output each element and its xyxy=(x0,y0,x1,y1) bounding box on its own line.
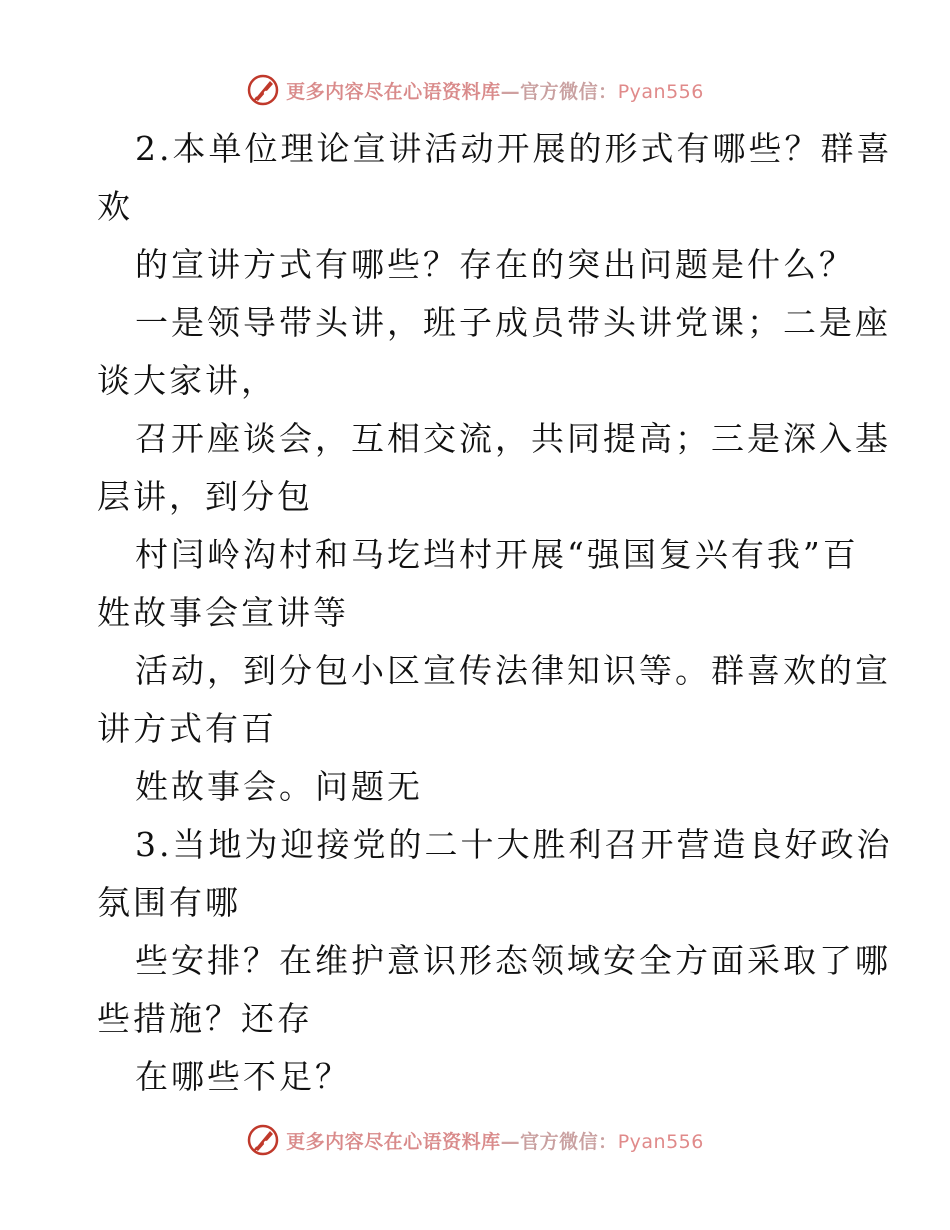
text-line: 2.本单位理论宣讲活动开展的形式有哪些？群喜 xyxy=(135,129,893,168)
watermark-separator: — xyxy=(500,80,521,103)
watermark-site-text: 更多内容尽在心语资料库 xyxy=(286,80,501,103)
text-line: 活动，到分包小区宣传法律知识等。群喜欢的宣 xyxy=(135,651,891,690)
watermark-wechat-id: Pyan556 xyxy=(617,1130,704,1153)
watermark-text xyxy=(286,77,704,104)
text-line: 在哪些不足？ xyxy=(135,1057,351,1096)
quill-pen-logo-icon xyxy=(246,1123,280,1157)
text-line: 3.当地为迎接党的二十大胜利召开营造良好政治 xyxy=(135,825,893,864)
footer-watermark xyxy=(0,1120,950,1160)
text-line: 氛围有哪 xyxy=(97,883,241,922)
watermark-wechat-id: Pyan556 xyxy=(617,80,704,103)
text-line: 姓故事会宣讲等 xyxy=(97,593,349,632)
watermark-separator: — xyxy=(500,1130,521,1153)
text-line: 一是领导带头讲，班子成员带头讲党课；二是座 xyxy=(135,303,891,342)
watermark-text xyxy=(286,1127,704,1154)
text-line: 些措施？还存 xyxy=(97,999,313,1038)
watermark-wechat-label: 官方微信： xyxy=(520,1130,618,1153)
quill-pen-logo-icon xyxy=(246,73,280,107)
document-body xyxy=(97,120,893,1106)
text-line: 谈大家讲， xyxy=(97,361,277,400)
watermark-wechat-label: 官方微信： xyxy=(520,80,618,103)
text-line: 欢 xyxy=(97,187,133,226)
text-line: 村闫岭沟村和马圪垱村开展“强国复兴有我”百 xyxy=(135,535,859,574)
watermark-site-text: 更多内容尽在心语资料库 xyxy=(286,1130,501,1153)
text-line: 讲方式有百 xyxy=(97,709,277,748)
text-line: 召开座谈会，互相交流，共同提高；三是深入基 xyxy=(135,419,891,458)
text-line: 的宣讲方式有哪些？存在的突出问题是什么？ xyxy=(135,245,855,284)
text-line: 层讲，到分包 xyxy=(97,477,313,516)
header-watermark xyxy=(0,70,950,110)
text-line: 些安排？在维护意识形态领域安全方面采取了哪 xyxy=(135,941,891,980)
text-line: 姓故事会。问题无 xyxy=(135,767,423,806)
